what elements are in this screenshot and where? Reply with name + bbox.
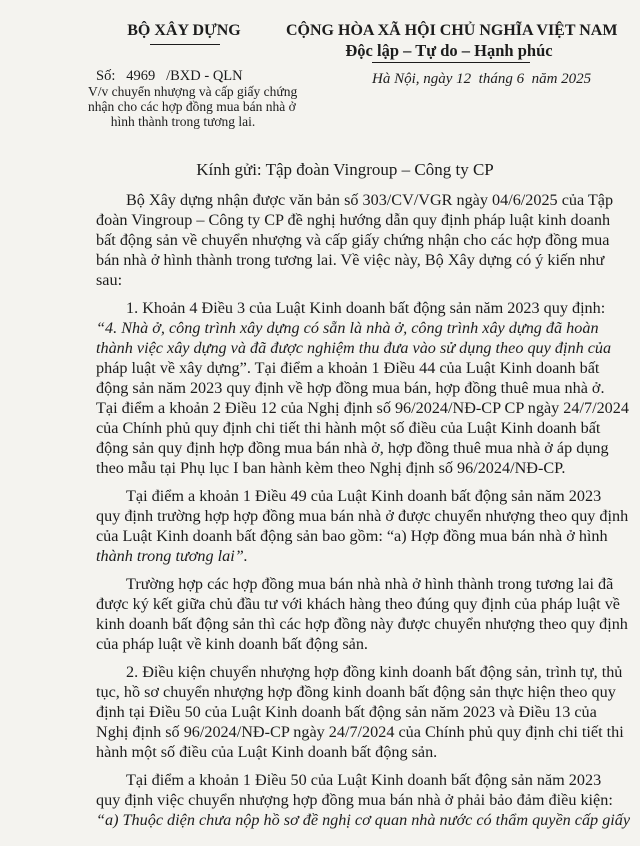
body-line: thành trong tương lai”.	[96, 547, 248, 565]
body-line: quy định trường hợp hợp đồng mua bán nhà ở được chuyển nhượng theo quy định	[96, 507, 629, 525]
body-line: 2. Điều kiện chuyển nhượng hợp đồng kinh doanh bất động sản, trình tự, thủ	[126, 663, 623, 681]
body-line: sau:	[96, 271, 123, 289]
body-line: Nghị định số 96/2024/NĐ-CP ngày 24/7/2024 của Chính phủ quy định chi tiết thi	[96, 723, 624, 741]
body-line: Tại điểm a khoản 2 Điều 12 của Nghị định số 96/2024/NĐ-CP CP ngày 24/7/2024	[96, 399, 629, 417]
body-line: Tại điểm a khoản 1 Điều 49 của Luật Kinh doanh bất động sản năm 2023	[126, 487, 602, 505]
body-line: “4. Nhà ở, công trình xây dựng có sẵn là nhà ở, công trình xây dựng đã hoàn	[96, 319, 599, 337]
body-line: của pháp luật về kinh doanh bất động sản.	[96, 635, 368, 653]
subject-line-3: hình thành trong tương lai.	[110, 114, 256, 129]
subject-line-2: nhận cho các hợp đồng mua bán nhà ở	[88, 99, 296, 114]
body-line: “a) Thuộc diện chưa nộp hồ sơ đề nghị cơ quan nhà nước có thẩm quyền cấp giấy	[96, 811, 631, 829]
body-line: bán nhà ở hình thành trong tương lai. Về việc này, Bộ Xây dựng có ý kiến như	[96, 251, 605, 269]
body-line: thành việc xây dựng và đã được nghiệm thu đưa vào sử dụng theo quy định của	[96, 339, 612, 357]
subject-line-1: V/v chuyển nhượng và cấp giấy chứng	[88, 84, 298, 99]
body-line: động sản quy định hợp đồng mua bán nhà ở, hợp đồng thuê mua nhà ở áp dụng	[96, 439, 609, 457]
body-line: Tại điểm a khoản 1 Điều 50 của Luật Kinh doanh bất động sản năm 2023	[126, 771, 602, 789]
body-line: 1. Khoản 4 Điều 3 của Luật Kinh doanh bất động sản năm 2023 quy định:	[126, 299, 606, 317]
body-line: được ký kết giữa chủ đầu tư với khách hàng theo đúng quy định của pháp luật về	[96, 595, 620, 613]
national-motto: Độc lập – Tự do – Hạnh phúc	[345, 41, 553, 60]
body-line: Trường hợp các hợp đồng mua bán nhà nhà ở hình thành trong tương lai đã	[126, 575, 614, 593]
recipient: Kính gửi: Tập đoàn Vingroup – Công ty CP	[196, 160, 494, 179]
ministry-name: BỘ XÂY DỰNG	[127, 22, 241, 39]
body-line: hành một số điều của Luật Kinh doanh bất động sản.	[96, 743, 438, 761]
body-line: đoàn Vingroup – Công ty CP đề nghị hướng dẫn quy định pháp luật kinh doanh	[96, 211, 611, 229]
republic-title: CỘNG HÒA XÃ HỘI CHỦ NGHĨA VIỆT NAM	[286, 22, 618, 39]
body-line: bất động sản về chuyển nhượng và cấp giấy chứng nhận cho các hợp đồng mua	[96, 231, 610, 249]
ministry-underline	[150, 44, 220, 45]
body-line: của Chính phủ quy định chi tiết thi hành một số điều của Luật Kinh doanh bất	[96, 419, 601, 437]
body-line: định tại Điều 50 của Luật Kinh doanh bất động sản năm 2023 và Điều 13 của	[96, 703, 597, 721]
body-line: quy định việc chuyển nhượng hợp đồng mua bán nhà ở phải bảo đảm điều kiện:	[96, 791, 613, 809]
place-date: Hà Nội, ngày 12 tháng 6 năm 2025	[372, 71, 592, 87]
body-line: của Luật Kinh doanh bất động sản bao gồm: “a) Hợp đồng mua bán nhà ở hình	[96, 527, 608, 545]
body-line: tục, hồ sơ chuyển nhượng hợp đồng kinh doanh bất động sản thực hiện theo quy	[96, 683, 616, 701]
body-line: pháp luật về xây dựng”. Tại điểm a khoản 1 Điều 44 của Luật Kinh doanh bất	[96, 359, 600, 377]
body-line: theo mẫu tại Phụ lục I ban hành kèm theo Nghị định số 96/2024/NĐ-CP.	[96, 459, 566, 477]
document-number: Số: 4969 /BXD - QLN	[96, 68, 243, 84]
body-line: động sản năm 2023 quy định về hợp đồng mua bán, hợp đồng thuê mua nhà ở.	[96, 379, 605, 397]
body-line: kinh doanh bất động sản thì các hợp đồng này được chuyển nhượng theo quy định	[96, 615, 628, 633]
motto-underline	[372, 62, 530, 63]
body-line: Bộ Xây dựng nhận được văn bản số 303/CV/VGR ngày 04/6/2025 của Tập	[126, 191, 614, 209]
